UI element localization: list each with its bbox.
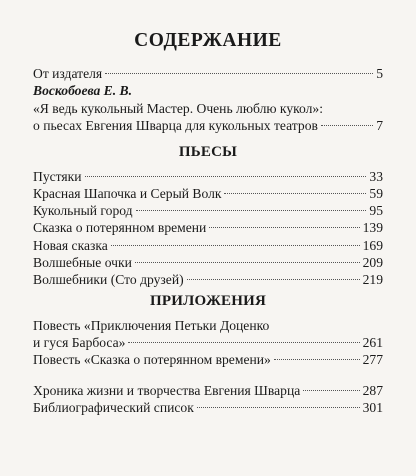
toc-entry-play[interactable]	[33, 270, 383, 290]
toc-page-number: 5	[376, 66, 383, 81]
toc-entry-label: Повесть «Сказка о потерянном времени»	[33, 352, 271, 367]
toc-page-number: 7	[376, 118, 383, 133]
dot-leader	[85, 176, 367, 177]
dot-leader	[128, 342, 359, 343]
dot-leader	[135, 262, 360, 263]
dot-leader	[274, 359, 360, 360]
dot-leader	[224, 193, 366, 194]
toc-entry-label: и гуся Барбоса»	[33, 335, 126, 350]
toc-entry-label: Хроника жизни и творчества Евгения Шварца	[33, 383, 301, 398]
dot-leader	[111, 245, 360, 246]
toc-entry-label: Красная Шапочка и Серый Волк	[33, 186, 222, 201]
toc-entry-label: Новая сказка	[33, 238, 108, 253]
dot-leader	[303, 390, 359, 391]
dot-leader	[209, 227, 359, 228]
toc-page-number: 277	[362, 352, 383, 367]
toc-page-number: 169	[362, 238, 383, 253]
section-heading-appendix: ПРИЛОЖЕНИЯ	[150, 293, 266, 309]
toc-page-number: 261	[362, 335, 383, 350]
toc-entry-story1-line1: Повесть «Приключения Петьки Доценко	[33, 318, 270, 333]
toc-entry-label: Кукольный город	[33, 203, 133, 218]
toc-entry-label: От издателя	[33, 66, 103, 81]
dot-leader	[136, 210, 367, 211]
essay-author: Воскобоева Е. В.	[33, 83, 133, 98]
toc-entry-label: Сказка о потерянном времени	[33, 220, 207, 235]
toc-entry-label: Волшебники (Сто друзей)	[33, 272, 184, 287]
page-title: СОДЕРЖАНИЕ	[134, 30, 282, 51]
dot-leader	[105, 73, 373, 74]
toc-page-number: 209	[362, 255, 383, 270]
dot-leader	[187, 279, 360, 280]
toc-entry-play[interactable]	[33, 218, 383, 238]
toc-entry-essay[interactable]	[33, 116, 383, 136]
toc-page-number: 287	[362, 383, 383, 398]
toc-page-number: 139	[362, 220, 383, 235]
toc-page-number: 33	[369, 169, 383, 184]
section-heading-plays: ПЬЕСЫ	[178, 144, 238, 160]
toc-page-number: 59	[369, 186, 383, 201]
dot-leader	[321, 125, 373, 126]
toc-page-number: 301	[362, 400, 383, 415]
toc-page-number: 219	[362, 272, 383, 287]
toc-entry-bibliography[interactable]	[33, 398, 383, 418]
toc-page-number: 95	[369, 203, 383, 218]
toc-entry-essay-line1: «Я ведь кукольный Мастер. Очень люблю кукол»:	[33, 101, 324, 116]
toc-entry-story2[interactable]	[33, 350, 383, 370]
toc-entry-label: о пьесах Евгения Шварца для кукольных театров	[33, 118, 318, 133]
toc-entry-label: Библиографический список	[33, 400, 194, 415]
dot-leader	[197, 407, 360, 408]
toc-entry-label: Пустяки	[33, 169, 82, 184]
toc-entry-label: Волшебные очки	[33, 255, 132, 270]
